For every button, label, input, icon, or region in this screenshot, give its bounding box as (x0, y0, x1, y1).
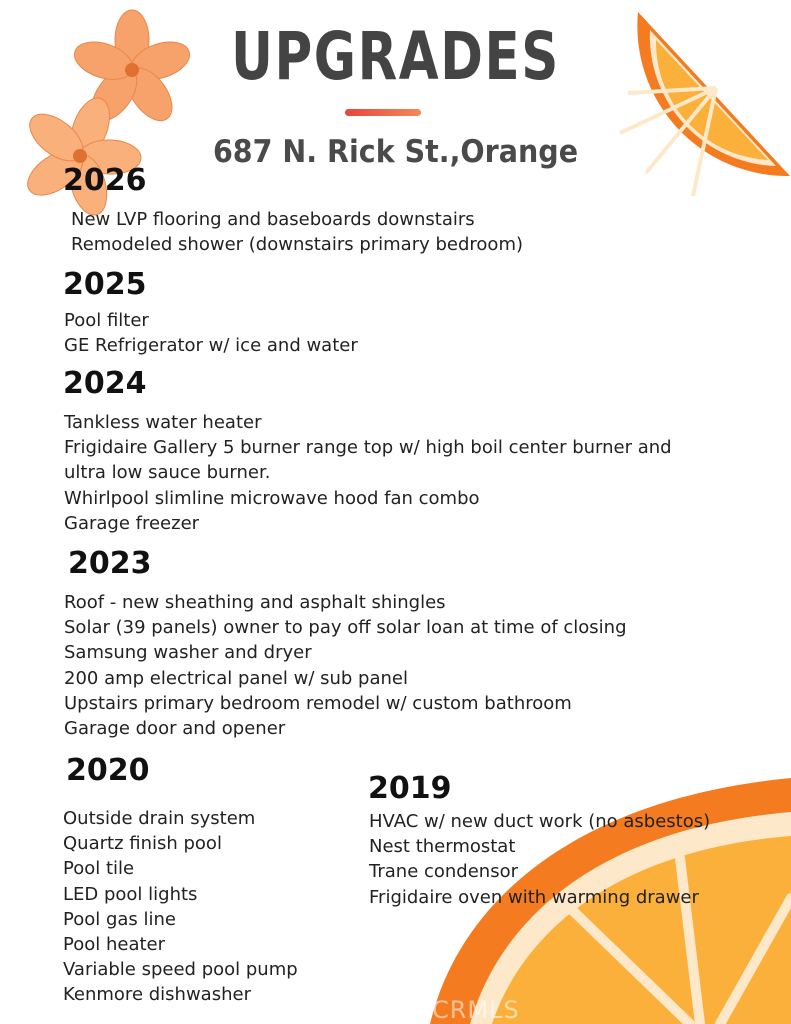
list-item: Frigidaire oven with warming drawer (369, 886, 699, 908)
list-item: Pool filter (64, 310, 149, 331)
list-item: Variable speed pool pump (63, 959, 298, 981)
section-year-2026: 2026 (63, 163, 147, 198)
list-item: Garage door and opener (64, 718, 286, 740)
list-item: Frigidaire Gallery 5 burner range top w/ high boil center burner and (64, 437, 672, 459)
list-item: Upstairs primary bedroom remodel w/ custom bathroom (64, 692, 572, 714)
page-title: UPGRADES (231, 18, 560, 95)
list-item: Outside drain system (63, 808, 256, 829)
section-items-2019 (369, 809, 710, 910)
list-item: 200 amp electrical panel w/ sub panel (64, 667, 408, 689)
list-item: Pool gas line (63, 908, 177, 930)
list-item: GE Refrigerator w/ ice and water (64, 335, 358, 357)
list-item: Kenmore dishwasher (63, 984, 251, 1006)
list-item: Trane condensor (369, 861, 519, 883)
watermark: CRMLS (432, 996, 520, 1024)
list-item: HVAC w/ new duct work (no asbestos) (369, 811, 711, 832)
list-item: Samsung washer and dryer (64, 642, 312, 664)
list-item: Tankless water heater (64, 412, 262, 433)
section-items-2023 (64, 590, 627, 741)
list-item: New LVP flooring and baseboards downstairs (71, 209, 475, 230)
section-items-2026 (71, 207, 523, 257)
list-item: Pool heater (63, 934, 166, 956)
list-item: ultra low sauce burner. (64, 462, 271, 484)
list-item: Nest thermostat (369, 836, 516, 858)
list-item: LED pool lights (63, 883, 198, 905)
section-year-2020: 2020 (66, 753, 150, 788)
list-item: Solar (39 panels) owner to pay off solar loan at time of closing (64, 617, 627, 639)
section-items-2024 (64, 410, 672, 536)
section-items-2025 (64, 308, 358, 358)
title-accent-bar (345, 109, 421, 116)
section-year-2019: 2019 (368, 771, 452, 806)
list-item: Pool tile (63, 858, 135, 880)
list-item: Roof - new sheathing and asphalt shingles (64, 592, 446, 613)
list-item: Remodeled shower (downstairs primary bedroom) (71, 234, 523, 256)
list-item: Whirlpool slimline microwave hood fan combo (64, 487, 480, 509)
list-item: Quartz finish pool (63, 833, 222, 855)
section-year-2024: 2024 (63, 366, 147, 401)
section-year-2025: 2025 (63, 267, 147, 302)
section-year-2023: 2023 (68, 546, 152, 581)
property-address: 687 N. Rick St.,Orange (212, 134, 579, 170)
list-item: Garage freezer (64, 512, 200, 534)
section-items-2020 (63, 806, 298, 1008)
